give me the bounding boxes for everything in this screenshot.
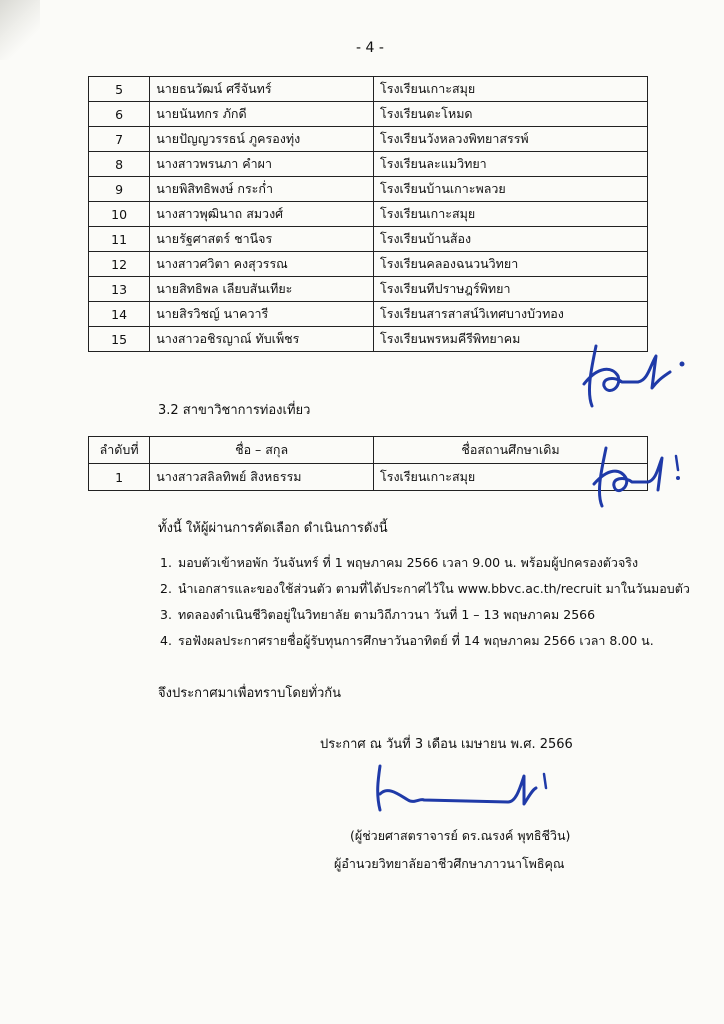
row-number: 8 (89, 152, 150, 177)
previous-school: โรงเรียนสารสาสน์วิเทศบางบัวทอง (374, 302, 648, 327)
previous-school: โรงเรียนคลองฉนวนวิทยา (374, 252, 648, 277)
previous-school: โรงเรียนละแมวิทยา (374, 152, 648, 177)
candidate-name: นายนันทกร ภักดี (150, 102, 374, 127)
candidate-name: นายสิทธิพล เลียบสันเทียะ (150, 277, 374, 302)
header-no: ลำดับที่ (89, 437, 150, 464)
candidate-name: นายพิสิทธิพงษ์ กระก่ำ (150, 177, 374, 202)
candidate-name: นายสิรวิชญ์ นาควารี (150, 302, 374, 327)
instruction-number: 1. (160, 555, 172, 570)
table-row (89, 464, 648, 491)
row-number: 9 (89, 177, 150, 202)
instruction-item (160, 550, 690, 576)
table-row (89, 102, 648, 127)
table-row (89, 252, 648, 277)
previous-school: โรงเรียนบ้านเกาะพลวย (374, 177, 648, 202)
previous-school: โรงเรียนบ้านส้อง (374, 227, 648, 252)
instruction-text: นำเอกสารและของใช้ส่วนตัว ตามที่ได้ประกาศไว้ใน www.bbvc.ac.th/recruit มาในวันมอบตัว (178, 581, 690, 596)
candidate-name: นางสาวศวิตา คงสุวรรณ (150, 252, 374, 277)
candidate-name: นายธนวัฒน์ ศรีจันทร์ (150, 77, 374, 102)
initials-signature-2 (586, 436, 696, 516)
selected-candidates-table-continued (88, 76, 648, 352)
director-signature (368, 758, 568, 818)
row-number: 5 (89, 77, 150, 102)
signer-name: (ผู้ช่วยศาสตราจารย์ ดร.ณรงค์ พุทธิชีวิน) (350, 828, 571, 843)
table-row (89, 152, 648, 177)
instruction-item (160, 628, 690, 654)
table-header-row (89, 437, 648, 464)
instruction-number: 3. (160, 607, 172, 622)
instruction-item (160, 576, 690, 602)
previous-school: โรงเรียนเกาะสมุย (374, 464, 648, 491)
table-row (89, 277, 648, 302)
previous-school: โรงเรียนทีปราษฎร์พิทยา (374, 277, 648, 302)
candidate-name: นายปัญญวรรธน์ ภูครองทุ่ง (150, 127, 374, 152)
initials-signature-1 (578, 336, 698, 416)
table-row (89, 302, 648, 327)
scan-corner-shadow (0, 0, 40, 60)
signer-title: ผู้อำนวยวิทยาลัยอาชีวศึกษาภาวนาโพธิคุณ (334, 856, 565, 871)
row-number: 14 (89, 302, 150, 327)
row-number: 10 (89, 202, 150, 227)
instruction-text: รอฟังผลประกาศรายชื่อผู้รับทุนการศึกษาวันอาทิตย์ ที่ 14 พฤษภาคม 2566 เวลา 8.00 น. (178, 633, 654, 648)
candidate-name: นางสาวอชิรญาณ์ ทับเพ็ชร (150, 327, 374, 352)
table-row (89, 327, 648, 352)
instruction-number: 2. (160, 581, 172, 596)
row-number: 1 (89, 464, 150, 491)
instruction-text: มอบตัวเข้าหอพัก วันจันทร์ ที่ 1 พฤษภาคม 2566 เวลา 9.00 น. พร้อมผู้ปกครองตัวจริง (178, 555, 639, 570)
candidate-name: นางสาวพรนภา คำผา (150, 152, 374, 177)
table-row (89, 127, 648, 152)
header-name: ชื่อ – สกุล (150, 437, 374, 464)
row-number: 11 (89, 227, 150, 252)
row-number: 6 (89, 102, 150, 127)
previous-school: โรงเรียนเกาะสมุย (374, 77, 648, 102)
instruction-text: ทดลองดำเนินชีวิตอยู่ในวิทยาลัย ตามวิถีภาวนา วันที่ 1 – 13 พฤษภาคม 2566 (178, 607, 596, 622)
closing-statement: จึงประกาศมาเพื่อทราบโดยทั่วกัน (158, 686, 342, 701)
candidate-name: นายรัฐศาสตร์ ชานีจร (150, 227, 374, 252)
instruction-item (160, 602, 690, 628)
header-school: ชื่อสถานศึกษาเดิม (374, 437, 648, 464)
table-row (89, 227, 648, 252)
table-row (89, 77, 648, 102)
instructions-list (160, 550, 690, 654)
section-3-2-title: 3.2 สาขาวิชาการท่องเที่ยว (158, 403, 311, 418)
row-number: 7 (89, 127, 150, 152)
candidate-name: นางสาวสลิลทิพย์ สิงหธรรม (150, 464, 374, 491)
previous-school: โรงเรียนเกาะสมุย (374, 202, 648, 227)
row-number: 12 (89, 252, 150, 277)
instruction-number: 4. (160, 633, 172, 648)
instructions-intro: ทั้งนี้ ให้ผู้ผ่านการคัดเลือก ดำเนินการดังนี้ (158, 521, 388, 536)
row-number: 13 (89, 277, 150, 302)
row-number: 15 (89, 327, 150, 352)
tourism-candidates-table (88, 436, 648, 491)
table-row (89, 202, 648, 227)
page-number: - 4 - (356, 40, 384, 56)
previous-school: โรงเรียนวังหลวงพิทยาสรรพ์ (374, 127, 648, 152)
previous-school: โรงเรียนพรหมคีรีพิทยาคม (374, 327, 648, 352)
candidate-name: นางสาวพุฒินาถ สมวงศ์ (150, 202, 374, 227)
announcement-date: ประกาศ ณ วันที่ 3 เดือน เมษายน พ.ศ. 2566 (320, 737, 573, 752)
table-row (89, 177, 648, 202)
previous-school: โรงเรียนตะโหมด (374, 102, 648, 127)
